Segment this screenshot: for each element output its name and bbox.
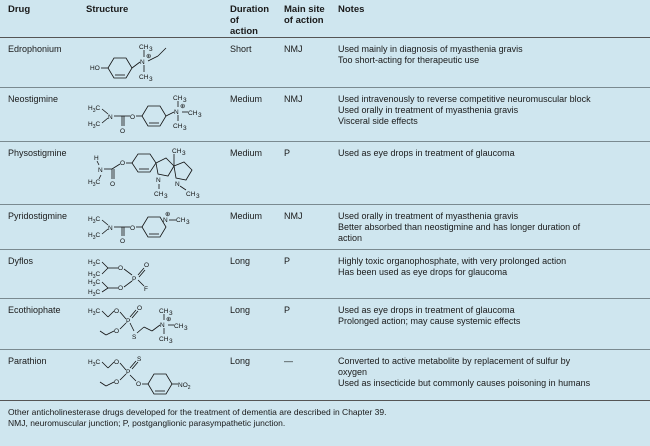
svg-text:CH: CH (159, 308, 169, 315)
svg-text:CH: CH (139, 74, 149, 81)
svg-text:H3C: $H_3C$ (88, 271, 101, 280)
svg-text:H3C: $H_3C$ (88, 308, 101, 317)
svg-text:CH: CH (188, 110, 198, 117)
table-row (0, 250, 650, 299)
svg-text:F: F (144, 286, 148, 293)
svg-text:P: P (126, 318, 131, 325)
svg-text:O: O (114, 328, 120, 335)
site-value: P (280, 142, 334, 205)
table-row (0, 142, 650, 205)
physostigmine-structure (86, 148, 222, 200)
svg-text:⊕: ⊕ (180, 103, 186, 110)
drug-name: Edrophonium (0, 38, 82, 88)
svg-text:3: 3 (169, 338, 173, 345)
svg-text:H3C: $H_3C$ (88, 289, 101, 296)
svg-text:O: O (144, 262, 150, 269)
svg-text:H3C: $H_3C$ (88, 216, 101, 225)
table-row (0, 299, 650, 350)
dyflos-structure (86, 256, 222, 296)
site-value: P (280, 250, 334, 299)
footnote-line: NMJ, neuromuscular junction; P, postganglionic parasympathetic junction. (8, 418, 286, 428)
svg-text:H3C: $H_3C$ (88, 359, 101, 368)
svg-text:N: N (163, 217, 168, 224)
edrophonium-structure (86, 44, 222, 84)
svg-text:H3C: $H_3C$ (88, 279, 101, 288)
svg-text:CH: CH (154, 191, 164, 198)
header-site: Main site of action (280, 0, 334, 38)
table-header-row (0, 0, 650, 38)
svg-text:⊕: ⊕ (146, 53, 152, 60)
svg-text:CH: CH (172, 148, 182, 155)
header-notes: Notes (334, 0, 650, 38)
ecothiophate-structure (86, 305, 222, 347)
svg-text:3: 3 (149, 76, 153, 83)
svg-text:N: N (174, 109, 179, 116)
table-row (0, 88, 650, 142)
drug-name: Physostigmine (0, 142, 82, 205)
structure-cell (82, 142, 226, 205)
svg-text:3: 3 (182, 150, 186, 157)
svg-text:O: O (120, 160, 126, 167)
svg-text:3: 3 (186, 219, 190, 226)
svg-text:CH: CH (139, 44, 149, 51)
notes-cell: Converted to active metabolite by replacement of sulfur by oxygen Used as insecticide but commonly causes poisoning in humans (334, 350, 650, 401)
structure-cell (82, 205, 226, 250)
structure-cell (82, 350, 226, 401)
site-value: NMJ (280, 205, 334, 250)
svg-text:CH: CH (174, 323, 184, 330)
site-value: P (280, 299, 334, 350)
duration-value: Long (226, 299, 280, 350)
duration-value: Medium (226, 205, 280, 250)
svg-text:NO2: $NO_2$ (178, 382, 191, 391)
svg-text:3: 3 (169, 310, 173, 317)
drug-name: Dyflos (0, 250, 82, 299)
notes-cell: Highly toxic organophosphate, with very prolonged action Has been used as eye drops for glaucoma (334, 250, 650, 299)
svg-text:N: N (108, 114, 113, 121)
svg-text:N: N (98, 167, 103, 174)
notes-cell: Used orally in treatment of myasthenia gravis Better absorbed than neostigmine and has longer duration of action (334, 205, 650, 250)
table-row (0, 205, 650, 250)
drug-name: Neostigmine (0, 88, 82, 142)
svg-text:3: 3 (196, 193, 200, 200)
svg-text:CH: CH (173, 95, 183, 102)
site-value: NMJ (280, 38, 334, 88)
duration-value: Medium (226, 142, 280, 205)
svg-text:O: O (120, 128, 126, 135)
structure-cell (82, 299, 226, 350)
structure-cell (82, 250, 226, 299)
svg-text:3: 3 (198, 112, 202, 119)
site-value: NMJ (280, 88, 334, 142)
svg-text:O: O (130, 225, 136, 232)
header-duration: Duration of action (226, 0, 280, 38)
duration-value: Long (226, 350, 280, 401)
svg-text:O: O (120, 238, 126, 245)
drug-name: Ecothiophate (0, 299, 82, 350)
svg-text:O: O (110, 181, 116, 188)
svg-text:N: N (108, 225, 113, 232)
duration-value: Short (226, 38, 280, 88)
notes-cell: Used as eye drops in treatment of glaucoma (334, 142, 650, 205)
notes-cell: Used as eye drops in treatment of glaucoma Prolonged action; may cause systemic effects (334, 299, 650, 350)
svg-text:3: 3 (183, 97, 187, 104)
svg-text:CH: CH (186, 191, 196, 198)
svg-text:N: N (160, 322, 165, 329)
svg-text:O: O (118, 285, 124, 292)
svg-text:N: N (140, 59, 145, 66)
structure-cell (82, 38, 226, 88)
table-footnote (8, 407, 644, 429)
svg-text:O: O (137, 305, 143, 312)
svg-text:H3C: $H_3C$ (88, 121, 101, 130)
duration-value: Long (226, 250, 280, 299)
site-value: — (280, 350, 334, 401)
svg-text:O: O (114, 379, 120, 386)
svg-text:O: O (114, 308, 120, 315)
notes-cell: Used mainly in diagnosis of myasthenia gravis Too short-acting for therapeutic use (334, 38, 650, 88)
structure-cell (82, 88, 226, 142)
svg-text:H3C: $H_3C$ (88, 232, 101, 241)
svg-text:S: S (132, 334, 137, 341)
svg-text:⊕: ⊕ (166, 316, 172, 323)
pyridostigmine-structure (86, 211, 222, 247)
duration-value: Medium (226, 88, 280, 142)
neostigmine-structure (86, 94, 222, 136)
header-drug: Drug (0, 0, 82, 38)
table-row (0, 350, 650, 401)
table-row (0, 38, 650, 88)
svg-text:P: P (132, 276, 137, 283)
svg-text:H3C: $H_3C$ (88, 179, 101, 188)
svg-text:CH: CH (159, 336, 169, 343)
svg-text:O: O (118, 265, 124, 272)
svg-text:CH: CH (173, 123, 183, 130)
svg-text:O: O (114, 359, 120, 366)
notes-cell: Used intravenously to reverse competitive neuromuscular block Used orally in treatment of myasthenia gravis Visceral side effects (334, 88, 650, 142)
svg-text:HO: HO (90, 65, 100, 72)
svg-text:O: O (130, 114, 136, 121)
svg-text:⊕: ⊕ (165, 211, 171, 218)
svg-text:H3C: $H_3C$ (88, 259, 101, 268)
svg-text:CH: CH (176, 217, 186, 224)
svg-text:S: S (137, 356, 142, 363)
svg-text:O: O (136, 381, 142, 388)
parathion-structure (86, 356, 222, 398)
svg-text:3: 3 (149, 46, 153, 53)
svg-text:N: N (156, 177, 161, 184)
svg-text:3: 3 (164, 193, 168, 200)
header-structure: Structure (82, 0, 226, 38)
svg-text:N: N (175, 181, 180, 188)
svg-text:P: P (126, 369, 131, 376)
drug-name: Parathion (0, 350, 82, 401)
drug-name: Pyridostigmine (0, 205, 82, 250)
footnote-line: Other anticholinesterase drugs developed for the treatment of dementia are described in Chapter 39. (8, 407, 387, 417)
svg-text:3: 3 (184, 325, 188, 332)
svg-text:H3C: $H_3C$ (88, 105, 101, 114)
svg-text:H: H (94, 155, 99, 162)
svg-text:3: 3 (183, 125, 187, 132)
